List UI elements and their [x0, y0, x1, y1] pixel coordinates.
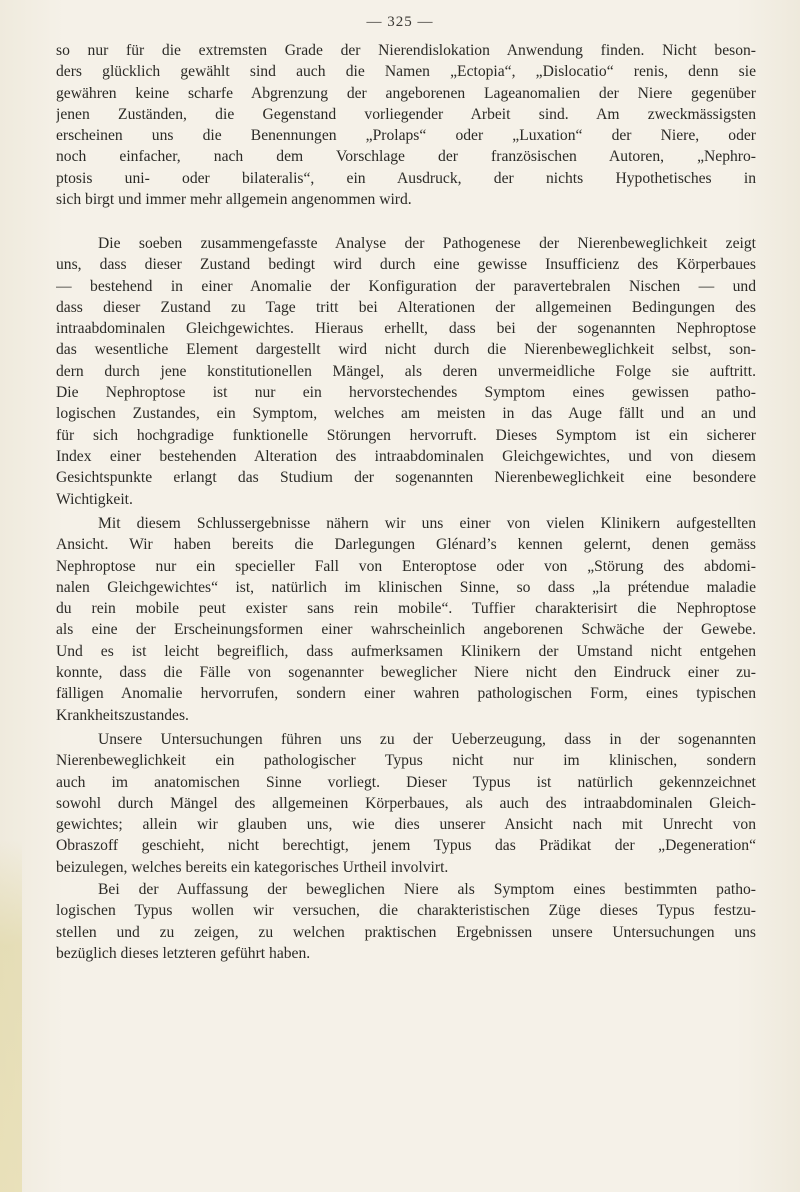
paragraph-2	[56, 233, 756, 510]
text-line: Die soeben zusammengefasste Analyse der Pathogenese der Nierenbeweglichkeit zeigt	[98, 235, 756, 252]
text-line: Wichtigkeit.	[56, 490, 133, 508]
text-line: ders glücklich gewählt sind auch die Namen „Ectopia“, „Dislocatio“ renis, denn sie	[56, 63, 756, 81]
paragraph-4	[56, 729, 756, 878]
text-line: so nur für die extremsten Grade der Nierendislokation Anwendung finden. Nicht beson-	[56, 42, 756, 59]
text-line: erscheinen uns die Benennungen „Prolaps“ oder „Luxation“ der Niere, oder	[56, 127, 756, 145]
text-line: dern durch jene konstitutionellen Mängel, als deren unvermeidliche Folge sie auftritt.	[56, 362, 756, 380]
text-line: bezüglich dieses letzteren geführt haben.	[56, 944, 311, 962]
text-line: intraabdominalen Gleichgewichtes. Hieraus erhellt, dass bei der sogenannten Nephroptose	[56, 320, 756, 338]
text-line: fälligen Anomalie hervorrufen, sondern einer wahren pathologischen Form, eines typischen	[56, 685, 756, 703]
text-line: Mit diesem Schlussergebnisse nähern wir uns einer von vielen Klinikern aufgestellten	[98, 515, 756, 532]
text-line: dass dieser Zustand zu Tage tritt bei Alterationen der allgemeinen Bedingungen des	[56, 298, 756, 316]
text-line: Unsere Untersuchungen führen uns zu der Ueberzeugung, dass in der sogenannten	[98, 731, 756, 748]
text-line: Gesichtspunkte erlangt das Studium der sogenannten Nierenbeweglichkeit eine besondere	[56, 469, 756, 487]
text-line: gewichtes; allein wir glauben uns, wie dies unserer Ansicht nach mit Unrecht von	[56, 816, 756, 834]
text-line: nalen Gleichgewichtes“ ist, natürlich im klinischen Sinne, so dass „la prétendue maladie	[56, 578, 756, 596]
page-number: — 325 —	[366, 14, 434, 30]
paragraph-5	[56, 879, 756, 964]
text-line: noch einfacher, nach dem Vorschlage der französischen Autoren, „Nephro-	[56, 148, 756, 166]
text-line: Nierenbeweglichkeit ein pathologischer Typus nicht nur im klinischen, sondern	[56, 752, 756, 770]
text-line: gewähren keine scharfe Abgrenzung der angeborenen Lageanomalien der Niere gegenüber	[56, 84, 756, 102]
text-line: das wesentliche Element dargestellt wird nicht durch die Nierenbeweglichkeit selbst, son-	[56, 341, 756, 359]
text-line: Bei der Auffassung der beweglichen Niere als Symptom eines bestimmten patho-	[98, 881, 756, 898]
text-line: stellen und zu zeigen, zu welchen praktischen Ergebnissen unsere Untersuchungen uns	[56, 923, 756, 941]
text-line: du rein mobile peut exister sans rein mobile“. Tuffier charakterisirt die Nephroptose	[56, 600, 756, 618]
text-line: ptosis uni- oder bilateralis“, ein Ausdruck, der nichts Hypothetisches in	[56, 169, 756, 187]
text-line: Obraszoff geschieht, nicht berechtigt, jenem Typus das Prädikat der „Degeneration“	[56, 837, 756, 855]
text-line: — bestehend in einer Anomalie der Konfiguration der paravertebralen Nischen — und	[56, 277, 756, 295]
text-line: für sich hochgradige funktionelle Störungen hervorruft. Dieses Symptom ist ein sicherer	[56, 426, 756, 444]
text-line: als eine der Erscheinungsformen einer wahrscheinlich angeborenen Schwäche der Gewebe.	[56, 621, 756, 639]
text-line: auch im anatomischen Sinne vorliegt. Dieser Typus ist natürlich gekennzeichnet	[56, 773, 756, 791]
text-line: Und es ist leicht begreiflich, dass aufmerksamen Klinikern der Umstand nicht entgehen	[56, 642, 756, 660]
text-line: jenen Zuständen, die Gegenstand vorliegender Arbeit sind. Am zweckmässigsten	[56, 105, 756, 123]
text-line: sich birgt und immer mehr allgemein angenommen wird.	[56, 191, 412, 209]
paragraph-1	[56, 40, 756, 210]
text-line: sowohl durch Mängel des allgemeinen Körperbaues, als auch des intraabdominalen Gleich-	[56, 794, 756, 812]
text-line: logischen Typus wollen wir versuchen, die charakteristischen Züge dieses Typus festzu-	[56, 902, 756, 920]
text-line: Die Nephroptose ist nur ein hervorstechendes Symptom eines gewissen patho-	[56, 384, 756, 402]
text-line: Krankheitszustandes.	[56, 706, 189, 724]
text-line: uns, dass dieser Zustand bedingt wird durch eine gewisse Insufficienz des Körperbaues	[56, 256, 756, 274]
text-line: logischen Zustandes, ein Symptom, welches am meisten in das Auge fällt und an und	[56, 405, 756, 423]
text-line: Nephroptose nur ein specieller Fall von Enteroptose oder von „Störung des abdomi-	[56, 557, 756, 575]
text-line: Ansicht. Wir haben bereits die Darlegungen Glénard’s kennen gelernt, denen gemäss	[56, 536, 756, 554]
paragraph-3	[56, 513, 756, 726]
text-line: beizulegen, welches bereits ein kategorisches Urtheil involvirt.	[56, 858, 449, 876]
text-line: Index einer bestehenden Alteration des intraabdominalen Gleichgewichtes, und von diesem	[56, 447, 756, 465]
page-edge-discoloration	[0, 840, 22, 1192]
text-line: konnte, dass die Fälle von sogenannter beweglicher Niere nicht den Eindruck einer zu-	[56, 664, 756, 682]
